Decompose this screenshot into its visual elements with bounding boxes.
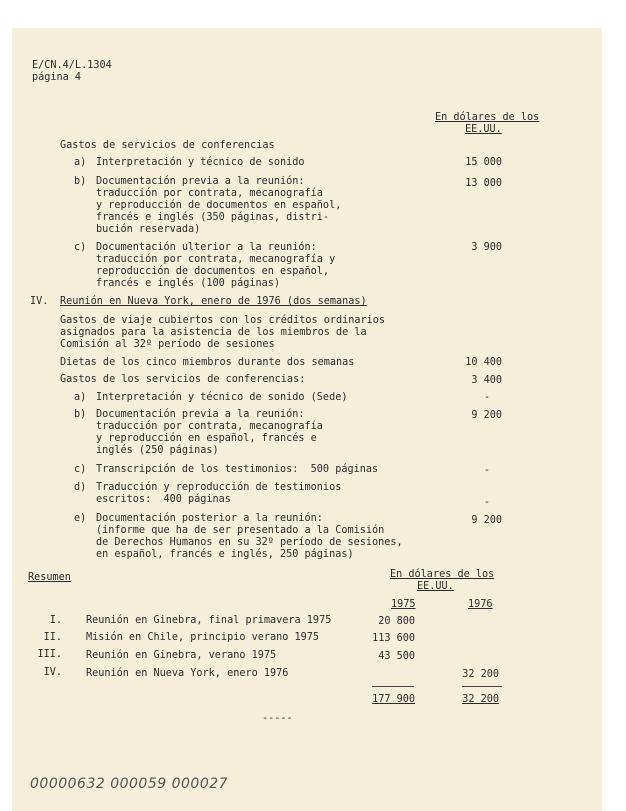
item-amount: - [483,497,490,508]
item-text-line: en español, francés e inglés, 250 páginas) [96,549,354,560]
section-number: IV. [30,296,49,307]
year-1975-header: 1975 [391,599,416,610]
section-title: Gastos de servicios de conferencias [60,140,275,151]
item-text: Interpretación y técnico de sonido (Sede) [96,392,348,403]
item-label: a) [74,392,87,403]
summary-currency-line1: En dólares de los [390,569,495,580]
item-amount: 9 200 [471,515,502,526]
item-text-line: bución reservada) [96,224,201,235]
paragraph-line: Comisión al 32º período de sesiones [60,339,275,350]
item-text-line: Documentación previa a la reunión: [96,176,305,187]
total-rule-1975 [372,686,414,687]
currency-header-line2: EE.UU. [465,124,502,135]
summary-row-number: IV. [43,667,62,678]
item-amount: 15 000 [465,157,502,168]
total-rule-1976 [462,686,502,687]
summary-row-text: Reunión en Ginebra, final primavera 1975 [86,615,332,626]
item-amount: 10 400 [465,357,502,368]
summary-row-1975: 113 600 [372,633,415,644]
item-text-line: traducción por contrata, mecanografía [96,421,323,432]
item-label: c) [74,242,87,253]
item-label: e) [74,513,87,524]
summary-row-number: II. [43,632,62,643]
item-text-line: y reproducción de documentos en español, [96,200,342,211]
item-text-line: Documentación ulterior a la reunión: [96,242,317,253]
summary-row-number: I. [49,615,62,626]
handwritten-reference-numbers: 00000632 000059 000027 [30,776,229,792]
item-label: a) [74,157,87,168]
item-text-line: Documentación previa a la reunión: [96,409,305,420]
item-label: c) [74,464,87,475]
document-page [12,28,602,811]
item-text-line: francés e inglés (350 páginas, distri- [96,212,330,223]
item-amount: - [483,465,490,476]
document-symbol: E/CN.4/L.1304 [32,60,112,71]
summary-title: Resumen [28,572,71,583]
currency-header-line1: En dólares de los [435,112,540,123]
item-text-line: traducción por contrata, mecanografía [96,188,323,199]
line-item: Gastos de los servicios de conferencias: [60,374,306,385]
item-text-line: reproducción de documentos en español, [96,266,330,277]
item-amount: - [483,392,490,403]
paragraph-line: asignados para la asistencia de los miembros de la [60,327,367,338]
section-title: Reunión en Nueva York, enero de 1976 (dos semanas) [60,296,367,307]
end-mark: ----- [262,713,293,724]
item-text-line: (informe que ha de ser presentado a la Comisión [96,525,385,536]
item-text: Interpretación y técnico de sonido [96,157,305,168]
item-text-line: francés e inglés (100 páginas) [96,278,281,289]
item-text: Transcripción de los testimonios: 500 páginas [96,464,379,475]
total-1975: 177 900 [372,694,415,705]
item-label: b) [74,409,87,420]
item-text-line: y reproducción en español, francés e [96,433,317,444]
item-text-line: Traducción y reproducción de testimonios [96,482,342,493]
item-text-line: inglés (250 páginas) [96,445,219,456]
item-amount: 9 200 [471,410,502,421]
item-text-line: de Derechos Humanos en su 32º período de sesiones, [96,537,403,548]
item-text-line: escritos: 400 páginas [96,494,231,505]
total-1976: 32 200 [462,694,499,705]
summary-currency-line2: EE.UU. [417,581,454,592]
item-text-line: Documentación posterior a la reunión: [96,513,323,524]
summary-row-number: III. [37,649,62,660]
item-amount: 3 900 [471,242,502,253]
summary-row-text: Reunión en Ginebra, verano 1975 [86,650,277,661]
paragraph-line: Gastos de viaje cubiertos con los créditos ordinarios [60,315,386,326]
line-item: Dietas de los cinco miembros durante dos semanas [60,357,355,368]
item-text-line: traducción por contrata, mecanografía y [96,254,336,265]
summary-row-1975: 20 800 [378,616,415,627]
summary-row-text: Reunión en Nueva York, enero 1976 [86,668,289,679]
summary-row-text: Misión en Chile, principio verano 1975 [86,632,320,643]
page-number: página 4 [32,72,82,83]
item-label: d) [74,482,87,493]
item-label: b) [74,176,87,187]
item-amount: 3 400 [471,375,502,386]
year-1976-header: 1976 [468,599,493,610]
summary-row-1975: 43 500 [378,651,415,662]
summary-row-1976: 32 200 [462,669,499,680]
item-amount: 13 000 [465,178,502,189]
